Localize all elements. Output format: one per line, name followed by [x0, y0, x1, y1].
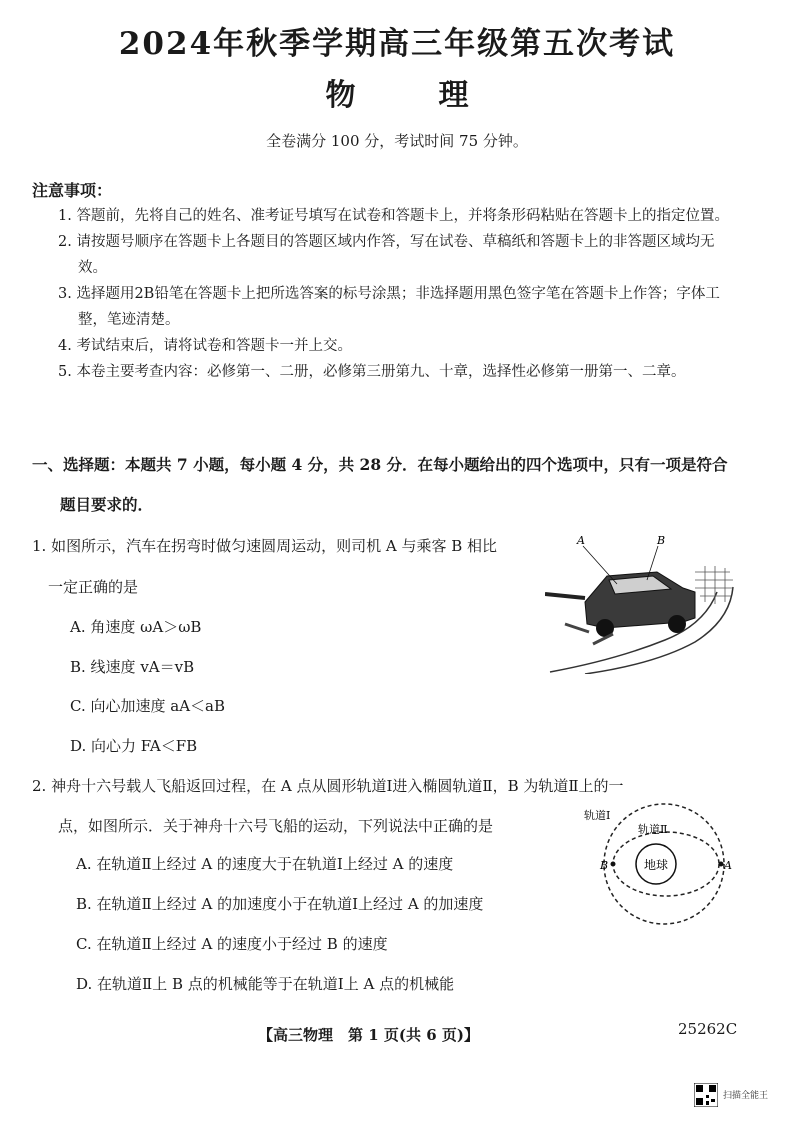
q2-option-a: A. 在轨道Ⅱ上经过 A 的速度大于在轨道Ⅰ上经过 A 的速度	[76, 855, 454, 873]
scanner-label: 扫描全能王	[723, 1091, 769, 1101]
orbit-figure	[578, 800, 738, 930]
qr-code-icon	[694, 1083, 718, 1107]
point-b-label: B	[600, 859, 609, 872]
paper-code: 25262C	[678, 1020, 738, 1038]
exam-info: 全卷满分 100 分，考试时间 75 分钟。	[266, 132, 528, 150]
orbit-2-label: 轨道Ⅱ	[638, 823, 668, 836]
section-heading-cont: 题目要求的．	[60, 495, 154, 514]
q2-stem: 2. 神舟十六号载人飞船返回过程，在 A 点从圆形轨道Ⅰ进入椭圆轨道Ⅱ，B 为轨道Ⅱ上的一	[32, 777, 624, 795]
page-footer: 【高三物理 第 1 页(共 6 页)】	[258, 1026, 479, 1044]
exam-title: 2024年秋季学期高三年级第五次考试	[118, 26, 676, 62]
notice-item-5: 5. 本卷主要考查内容：必修第一、二册，必修第三册第九、十章，选择性必修第一册第一、二章。	[58, 364, 686, 380]
q1-option-d: D. 向心力 FA＜FB	[70, 737, 198, 755]
q2-option-c: C. 在轨道Ⅱ上经过 A 的速度小于经过 B 的速度	[76, 935, 388, 953]
car-turning-figure	[545, 532, 735, 674]
scanner-watermark	[694, 1083, 780, 1107]
q1-fig-label-b: B	[657, 534, 666, 547]
q2-option-b: B. 在轨道Ⅱ上经过 A 的加速度小于在轨道Ⅰ上经过 A 的加速度	[76, 895, 484, 913]
notice-list	[58, 203, 730, 385]
notice-item-1: 1. 答题前，先将自己的姓名、准考证号填写在试卷和答题卡上，并将条形码粘贴在答题卡上的指定位置。	[58, 208, 729, 224]
orbit-1-label: 轨道Ⅰ	[584, 809, 611, 822]
section-heading: 一、选择题：本题共 7 小题，每小题 4 分，共 28 分．在每小题给出的四个选项中，只有一项是符合	[32, 455, 728, 474]
subject-title	[0, 70, 794, 114]
notice-heading: 注意事项：	[32, 181, 113, 200]
q1-fig-label-a: A	[577, 534, 585, 547]
q1-stem: 1. 如图所示，汽车在拐弯时做匀速圆周运动，则司机 A 与乘客 B 相比	[32, 537, 498, 555]
q1-option-a: A. 角速度 ωA＞ωB	[70, 618, 202, 636]
notice-item-2: 2. 请按题号顺序在答题卡上各题目的答题区域内作答，写在试卷、草稿纸和答题卡上的非答题区域均无效。	[58, 234, 715, 276]
q2-stem-cont: 点，如图所示．关于神舟十六号飞船的运动，下列说法中正确的是	[58, 817, 494, 835]
q2-option-d: D. 在轨道Ⅱ上 B 点的机械能等于在轨道Ⅰ上 A 点的机械能	[76, 975, 455, 993]
point-a-label: A	[724, 859, 732, 872]
notice-item-3: 3. 选择题用2B铅笔在答题卡上把所选答案的标号涂黑；非选择题用黑色签字笔在答题卡上作答；字体工整，笔迹清楚。	[58, 286, 720, 328]
q1-option-b: B. 线速度 vA＝vB	[70, 658, 195, 676]
earth-label: 地球	[644, 858, 669, 872]
subject-char-1: 物	[325, 78, 356, 113]
subject-char-2: 理	[438, 78, 469, 113]
q1-stem-cont: 一定正确的是	[48, 578, 139, 596]
notice-item-4: 4. 考试结束后，请将试卷和答题卡一并上交。	[58, 338, 352, 354]
q1-option-c: C. 向心加速度 aA＜aB	[70, 697, 225, 715]
